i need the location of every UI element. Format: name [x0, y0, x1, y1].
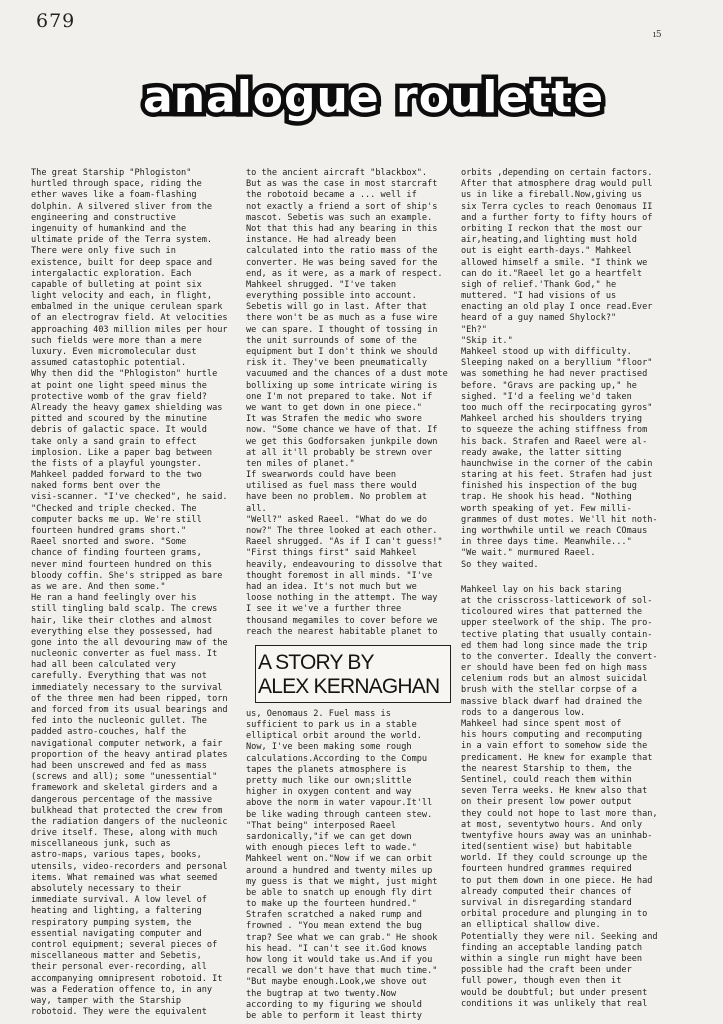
text-line: heard of a guy named Shylock?" [461, 313, 617, 324]
text-line: intergalactic exploration. Each [31, 268, 192, 279]
text-line: protective womb of the grav field? [31, 391, 207, 402]
text-line: an elliptical shallow dive. [461, 920, 601, 931]
text-line: elliptical orbit around the world. [246, 731, 422, 742]
text-line: fourteen hundred grams short." [31, 526, 187, 536]
text-line: utilised as fuel mass there would [246, 481, 417, 492]
author-name: ALEX KERNAGHAN [258, 674, 440, 698]
text-line: the fists of a playful youngster. [31, 458, 202, 469]
text-line: above the norm in water vapour.It'll [246, 798, 433, 809]
text-line: Raeel snorted and swore. "Some [31, 537, 187, 548]
text-line: equipment but I don't think we should [246, 347, 438, 357]
corner-mark: ı5 [653, 30, 662, 40]
text-line: tapes the planets atmosphere is [246, 764, 407, 775]
text-line: So they waited. [461, 559, 539, 570]
text-line: existence, built for deep space and [31, 257, 213, 268]
text-line: framework and skeletal girders and a [31, 783, 218, 794]
text-line: such fields were more than a mere [31, 335, 202, 346]
text-line: Mahkeel padded forward to the two [31, 470, 202, 481]
text-line: implosion. Like a paper bag between [31, 447, 213, 458]
text-line: instance. He had already been [246, 235, 397, 246]
text-line: there won't be as much as a fuse wire [246, 313, 438, 324]
text-line: muttered. "I had visions of us [461, 291, 617, 302]
text-line: at most, seventytwo hours. And only [461, 819, 643, 830]
text-line: upper steelwork of the ship. The pro- [461, 618, 653, 629]
text-line: converter. He was being saved for the [246, 257, 438, 268]
text-line: be able to perform it least thirty [246, 1010, 422, 1021]
text-line: take only a sand grain to effect [31, 436, 197, 447]
text-line: the bugtrap at two twenty.Now [246, 988, 397, 999]
text-line: utensils, video-recorders and personal [31, 861, 228, 872]
text-line: essential navigating computer and [31, 928, 202, 939]
text-line: seven Terra weeks. He knew also that [461, 786, 648, 797]
text-line: finding an acceptable landing patch [461, 942, 643, 953]
text-line: Raeel shrugged. "As if I can't guess!" [246, 537, 443, 548]
text-line: massive black dwarf had drained the [461, 696, 643, 707]
text-column-3 [461, 168, 673, 1010]
text-line: approaching 403 million miles per hour [31, 324, 228, 335]
text-line: ed them had long since made the trip [461, 640, 648, 651]
text-line: drive itself. These, along with much [31, 828, 218, 839]
text-line: too much off the recirpocating gyros" [461, 402, 653, 413]
text-line: assumed catastophic potential. [31, 358, 187, 369]
text-line: embalmed in the unique cerulean spark [31, 302, 223, 313]
text-line: fourteen hundred grammes required [461, 864, 632, 875]
text-line: already computed their chances of [461, 886, 632, 897]
text-line: at all it'll probably be strewn over [246, 447, 433, 458]
text-line: engineering and constructive [31, 212, 176, 223]
text-line [461, 571, 673, 585]
text-line: vacuumed and the chances of a dust mote [246, 369, 448, 380]
text-line: chance of finding fourteen grams, [31, 548, 202, 559]
text-line: "First things first" said Mahkeel [246, 548, 417, 559]
text-line: fed into the nucleonic gullet. The [31, 716, 207, 727]
text-line: my guess is that we might, just might [246, 876, 438, 887]
text-line: trap? See what we can grab." He shook [246, 932, 438, 943]
text-line: conditions it was unlikely that real [461, 998, 648, 1009]
text-line: Mahkeel had since spent most of [461, 719, 622, 729]
text-line: possible had the craft been under [461, 965, 632, 976]
text-line: haunchwise in the corner of the cabin [461, 458, 653, 469]
text-line: never mind fourteen hundred on this [31, 559, 213, 570]
text-line: "We wait." murmured Raeel. [461, 548, 596, 559]
text-line: his hours computing and recomputing [461, 730, 643, 741]
text-line: out is eight earth-days." Mahkeel [461, 246, 632, 257]
text-line: we can spare. I thought of tossing in [246, 324, 438, 335]
text-line: "That being" interposed Raeel [246, 820, 397, 831]
byline-line: A STORY BY [258, 650, 374, 674]
text-line: way, tamper with the Starship [31, 995, 182, 1006]
text-line: was something he had never practised [461, 369, 648, 380]
text-line: on their present low power output [461, 797, 632, 808]
text-line: accompanying omnipresent robotoid. It [31, 973, 223, 984]
text-line: would be doubtful; but under present [461, 987, 648, 998]
text-line: grammes of dust motes. We'll hit noth- [461, 514, 658, 525]
text-line: ing worthwhile until we reach COmaus [461, 526, 648, 536]
text-line: navigational computer network, a fair [31, 738, 223, 749]
text-line: to the converter. Ideally the convert- [461, 651, 658, 662]
story-title: analogue roulette [143, 72, 605, 123]
text-line: items. What remained was what seemed [31, 872, 218, 883]
text-line: one I'm not prepared to take. Not if [246, 391, 433, 402]
text-line: staring at his feet. Strafen had just [461, 470, 653, 481]
text-line: to squeeze the aching stiffness from [461, 425, 648, 436]
text-line: his back. Strafen and Raeel were al- [461, 436, 648, 447]
text-line: us in like a fireball.Now,giving us [461, 190, 643, 201]
text-line: as we are. And then some." [31, 581, 166, 592]
text-line: can do it."Raeel let go a heartfelt [461, 268, 643, 279]
text-line: (screws and all); some "unessential" [31, 772, 218, 783]
text-line: bloody coffin. She's stripped as bare [31, 570, 223, 581]
text-line: had all been calculated very [31, 660, 176, 671]
text-line: After that atmosphere drag would pull [461, 179, 653, 190]
text-line: brush with the stellar corpse of a [461, 685, 637, 696]
text-line: Potentially they were nil. Seeking and [461, 931, 658, 942]
text-line: thought foremost in all minds. "I've [246, 570, 433, 581]
text-line: to make up the fourteen hundred." [246, 899, 417, 910]
text-line: the robotoid became a ... well if [246, 190, 417, 201]
text-line: six Terra cycles to reach Oenomaus II [461, 201, 653, 212]
text-line: with enough pieces left to wade." [246, 843, 417, 854]
text-line: thousand megamiles to cover before we [246, 615, 438, 626]
text-line: astro-maps, various tapes, books, [31, 850, 202, 861]
page-number: 679 [36, 10, 76, 32]
text-line: I see it we've a further three [246, 604, 402, 615]
text-line: Sebetis will go in last. After that [246, 302, 428, 313]
text-line: everything possible into account. [246, 291, 417, 302]
text-line: sufficient to park us in a stable [246, 720, 417, 731]
text-line: rods to a dangerous low. [461, 707, 586, 718]
text-line: and a further forty to fifty hours of [461, 212, 653, 223]
text-line: loose nothing in the attempt. The way [246, 593, 438, 604]
text-line: Already the heavy gamex shielding was [31, 402, 223, 413]
text-line: mascot. Sebetis was such an example. [246, 212, 433, 223]
text-line: Mahkeel shrugged. "I've taken [246, 279, 397, 290]
text-line: how long it would take us.And if you [246, 955, 433, 965]
text-line: proportion of the heavy antirad plates [31, 749, 228, 760]
text-line: higher in oxygen content and way [246, 787, 412, 798]
text-line: had been unscrewed and fed as mass [31, 760, 207, 771]
text-line: robotoid. They were the equivalent [31, 1007, 207, 1018]
text-line: to the ancient aircraft "blackbox". [246, 168, 428, 178]
text-line: It was Strafen the medic who swore [246, 414, 422, 425]
text-line: ether waves like a foam-flashing [31, 190, 197, 201]
text-line: orbiting I reckon that the most our [461, 223, 643, 234]
text-line: now?" The three looked at each other. [246, 526, 438, 536]
text-line: "Skip it." [461, 335, 513, 346]
text-line: debris of galactic space. It would [31, 425, 207, 436]
text-line: naked forms bent over the [31, 481, 161, 492]
text-line: full power, though even then it [461, 976, 622, 987]
text-line: frowned . "You mean extend the bug [246, 921, 422, 932]
text-line: ten miles of planet." [246, 458, 355, 469]
text-line: bulkhead that protected the crew from [31, 805, 223, 816]
text-line: have been no problem. No problem at [246, 492, 428, 503]
text-line: his head. "I can't see it.God knows [246, 943, 428, 954]
text-line: at the crisscross-latticework of sol- [461, 595, 653, 606]
text-line: ited(sentient wise) but habitable [461, 842, 632, 853]
text-line: gone into the all devouring maw of the [31, 637, 228, 648]
text-line: He ran a hand feelingly over his [31, 593, 197, 604]
text-line: dangerous percentage of the massive [31, 794, 213, 805]
text-line: "Well?" asked Raeel. "What do we do [246, 514, 428, 525]
text-line: miscellaneous junk, such as [31, 839, 171, 850]
text-line: sigh of relief.'Thank God," he [461, 279, 617, 290]
text-line: end, as it were, as a mark of respect. [246, 268, 443, 279]
text-line: heavily, endeavouring to dissolve that [246, 559, 443, 570]
text-line: and forced from its usual bearings and [31, 705, 228, 715]
text-line: Why then did the "Phlogiston" hurtle [31, 369, 218, 380]
text-line: capable of bulleting at point six [31, 279, 202, 290]
text-line: Sentinel, could reach them within [461, 774, 632, 785]
text-line: light velocity and each, in flight, [31, 291, 213, 302]
text-line: we get this Godforsaken junkpile down [246, 436, 438, 447]
text-line: the nearest Starship to them, the [461, 763, 632, 774]
text-line: Not that this had any bearing in this [246, 223, 438, 234]
text-column-1 [31, 168, 245, 1018]
text-line: celenium rods but an almost suicidal [461, 674, 648, 685]
text-line: Strafen scratched a naked rump and [246, 910, 422, 921]
text-line: in a vain effort to somehow side the [461, 741, 648, 752]
text-column-2 [246, 168, 460, 1022]
text-line: the radiation dangers of the nucleonic [31, 816, 228, 827]
text-line: before. "Gravs are packing up," he [461, 380, 637, 391]
text-line: computer backs me up. We're still [31, 514, 202, 525]
text-line: finished his inspection of the bug [461, 481, 637, 492]
text-line: in three days time. Meanwhile..." [461, 537, 632, 548]
text-line: allowed himself a smile. "I think we [461, 257, 648, 268]
text-line: around a hundred and twenty miles up [246, 865, 433, 876]
text-line: risk it. They've been pneumatically [246, 358, 428, 369]
text-line: orbits ,depending on certain factors. [461, 168, 653, 178]
text-line: everything else they possessed, had [31, 626, 213, 637]
text-line: If swearwords could have been [246, 470, 397, 481]
text-line: "Checked and triple checked. The [31, 503, 197, 514]
text-line: us, Oenomaus 2. Fuel mass is [246, 708, 391, 719]
text-line: predicament. He knew for example that [461, 752, 653, 763]
text-line: heating and lighting, a faltering [31, 906, 202, 917]
text-line: Mahkeel went on."Now if we can orbit [246, 854, 433, 865]
text-line: world. If they could scrounge up the [461, 853, 648, 864]
text-line: nucleonic converter as fuel mass. It [31, 649, 218, 660]
text-line: all. [246, 503, 267, 514]
text-line: at point one light speed minus the [31, 380, 207, 391]
text-line: padded astro-couches, half the [31, 727, 187, 738]
text-line: Now, I've been making some rough [246, 742, 412, 753]
text-line: ultimate pride of the Terra system. [31, 235, 213, 246]
text-line: orbital procedure and plunging in to [461, 909, 648, 920]
text-line: miscellaneous matter and Sebetis, [31, 951, 202, 962]
text-line: pretty much like our own;slittle [246, 776, 412, 786]
text-line: The great Starship "Phlogiston" [31, 168, 192, 178]
text-line: be like wading through canteen stew. [246, 809, 433, 820]
text-line: according to my figuring we should [246, 999, 422, 1010]
text-line: ingenuity of humankind and the [31, 223, 187, 234]
text-line: had an idea. It's not much but we [246, 581, 417, 592]
text-line: twentyfive hours away was an uninhab- [461, 830, 653, 841]
text-line: respiratory pumping system, the [31, 917, 192, 928]
text-line: ticoloured wires that patterned the [461, 607, 643, 618]
text-line: to put them down in one piece. He had [461, 875, 653, 886]
text-line: Mahkeel lay on his back staring [461, 584, 622, 595]
text-line: immediately necessary to the survival [31, 682, 223, 693]
text-line: luxury. Even micromolecular dust [31, 347, 197, 357]
text-line: tective plating that usually contain- [461, 629, 653, 640]
text-line: their personal ever-recording, all [31, 962, 207, 973]
text-line: be able to snatch up enough fly dirt [246, 887, 433, 898]
text-line: of an electrograv field. At velocities [31, 313, 228, 324]
text-line: calculated into the ratio mass of the [246, 246, 438, 257]
text-line: worth speaking of yet. Few milli- [461, 503, 632, 514]
text-line: carefully. Everything that was not [31, 671, 207, 682]
text-line: There were only five such in [31, 246, 176, 257]
text-line: dolphin. A silvered sliver from the [31, 201, 213, 212]
text-line: recall we don't have that much time." [246, 966, 438, 977]
text-line: hair, like their clothes and almost [31, 615, 213, 626]
byline-box [255, 645, 451, 703]
text-line: ready awake, the latter sitting [461, 447, 622, 458]
text-line: the unit surrounds of some of the [246, 335, 417, 346]
text-line: enacting an old play I once read.Ever [461, 302, 653, 313]
text-line: sardonically,"if we can get down [246, 831, 412, 842]
text-line: of the three men had been ripped, torn [31, 693, 228, 704]
text-line: Mahkeel stood up with difficulty. [461, 347, 632, 357]
text-line: still tingling bald scalp. The crews [31, 604, 218, 615]
text-line: er should have been fed on high mass [461, 663, 648, 674]
text-line: "But maybe enough.Look,we shove out [246, 977, 428, 988]
text-line: hurtled through space, riding the [31, 179, 202, 190]
text-line: Sleeping naked on a beryllium "floor" [461, 358, 653, 369]
text-line: air,heating,and lighting must hold [461, 235, 637, 246]
text-line: not exactly a friend a sort of ship's [246, 201, 438, 212]
text-line: we want to get down in one piece." [246, 402, 422, 413]
text-line: But as was the case in most starcraft [246, 179, 438, 190]
text-line: control equipment; several pieces of [31, 939, 218, 950]
text-line: immediate survival. A low level of [31, 895, 207, 906]
text-line: survival in disregarding standard [461, 898, 632, 908]
text-line: pitted and scoured by the minutine [31, 414, 207, 425]
text-line: Mahkeel arched his shoulders trying [461, 414, 643, 425]
text-line: absolutely necessary to their [31, 884, 182, 894]
text-line: was a Federation offence to, in any [31, 984, 213, 995]
text-line: bollixing up some intricate wiring is [246, 380, 438, 391]
text-line: sighed. "I'd a feeling we'd taken [461, 391, 632, 402]
text-line: "Eh?" [461, 324, 487, 335]
text-line: trap. He shook his head. "Nothing [461, 492, 632, 503]
text-line: visi-scanner. "I've checked", he said. [31, 492, 228, 503]
text-line: reach the nearest habitable planet to [246, 626, 438, 637]
text-line: they could not hope to last more than, [461, 808, 658, 819]
text-line: within a single run might have been [461, 953, 643, 964]
text-line: now. "Some chance we have of that. If [246, 425, 438, 436]
text-line: calculations.According to the Compu [246, 753, 428, 764]
